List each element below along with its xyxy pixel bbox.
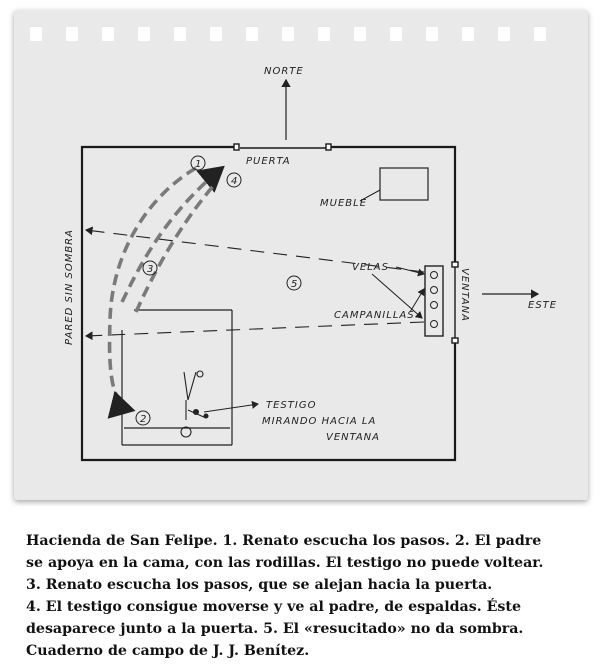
caption-line: Hacienda de San Felipe. 1. Renato escucha los pasos. 2. El padre — [26, 533, 542, 549]
north-arrow — [264, 66, 304, 140]
candles-label: VELAS — [352, 262, 389, 273]
east-label: ESTE — [528, 300, 558, 311]
marker-5 — [287, 276, 301, 290]
witness-label-1: TESTIGO — [266, 400, 317, 411]
caption-line: Cuaderno de campo de J. J. Benítez. — [26, 643, 310, 659]
marker-1 — [191, 156, 205, 170]
candle-table — [425, 266, 443, 336]
door — [234, 144, 331, 150]
caption-line: 4. El testigo consigue moverse y ve al padre, de espaldas. Éste — [26, 599, 521, 615]
witness-label-2: MIRANDO HACIA LA — [262, 416, 377, 427]
wall-label: PARED SIN SOMBRA — [64, 229, 75, 345]
caption-line: se apoya en la cama, con las rodillas. El testigo no puede voltear. — [26, 555, 544, 571]
witness-figure — [181, 371, 208, 437]
bells-label: CAMPANILLAS — [334, 310, 415, 321]
witness-label-3: VENTANA — [326, 432, 380, 443]
caption-line: desaparece junto a la puerta. 5. El «resucitado» no da sombra. — [26, 621, 524, 637]
marker-3 — [143, 261, 157, 275]
furniture — [320, 168, 428, 209]
caption-line: 3. Renato escucha los pasos, que se alejan hacia la puerta. — [26, 577, 493, 593]
marker-2 — [136, 411, 150, 425]
window-label: VENTANA — [459, 268, 470, 322]
east-arrow — [482, 294, 557, 311]
notebook-holes — [30, 27, 546, 41]
svg-text:2: 2 — [140, 414, 147, 425]
north-label: NORTE — [264, 66, 304, 77]
furniture-label: MUEBLE — [320, 198, 368, 209]
window — [452, 262, 458, 343]
caption — [26, 530, 586, 662]
svg-text:5: 5 — [291, 279, 298, 290]
svg-text:3: 3 — [147, 264, 154, 275]
marker-4 — [227, 173, 241, 187]
door-label: PUERTA — [246, 156, 291, 167]
svg-text:1: 1 — [195, 159, 202, 170]
footsteps-path — [110, 168, 222, 410]
svg-text:4: 4 — [231, 176, 238, 187]
